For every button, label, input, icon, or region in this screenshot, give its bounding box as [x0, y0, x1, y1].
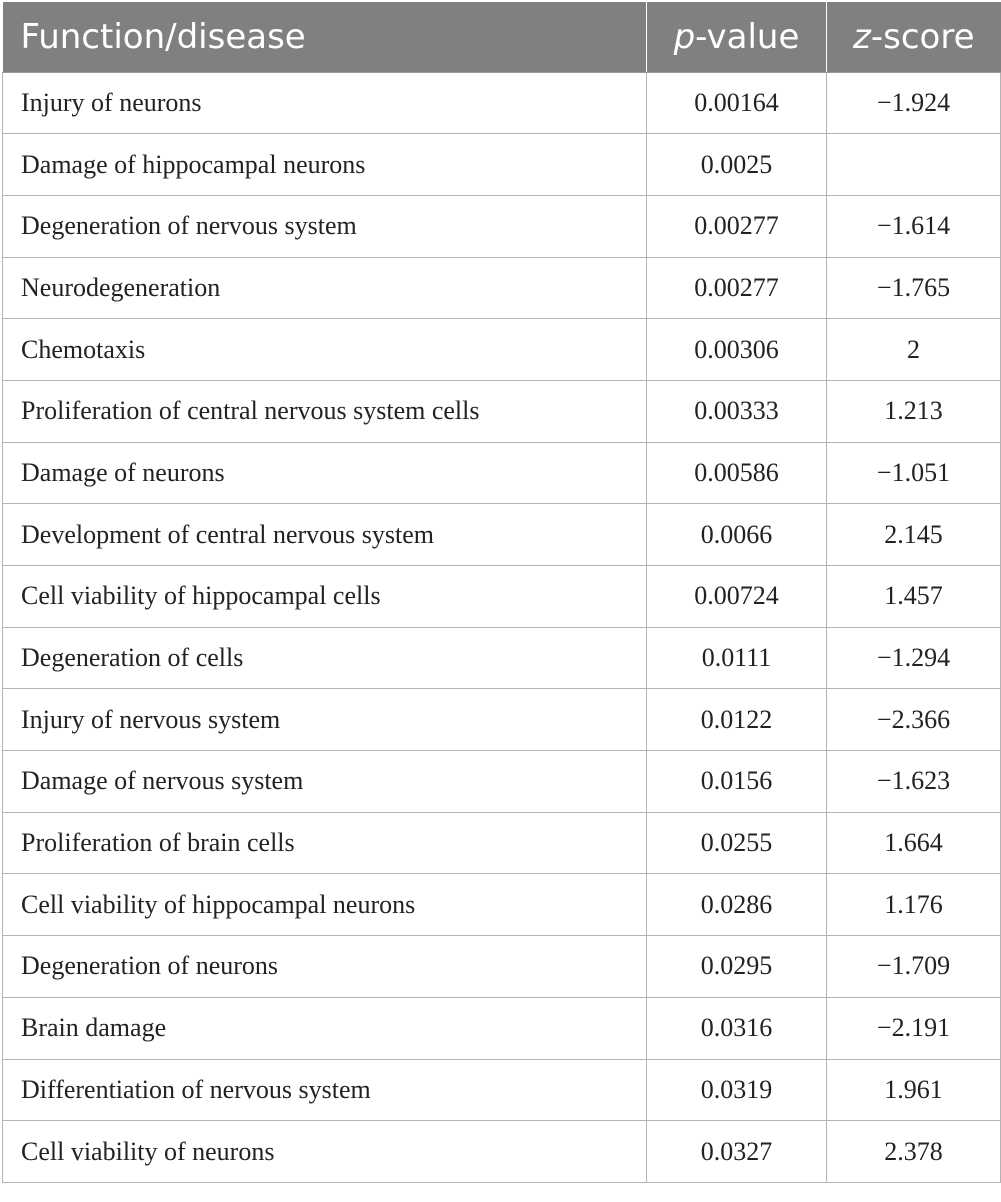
- cell-p-value: 0.00586: [647, 442, 827, 504]
- cell-z-score: −1.924: [827, 72, 1001, 134]
- cell-function: Brain damage: [3, 997, 647, 1059]
- cell-p-value: 0.0286: [647, 874, 827, 936]
- table-row: [3, 1121, 1001, 1183]
- cell-function: Cell viability of hippocampal cells: [3, 566, 647, 628]
- cell-p-value: 0.00277: [647, 195, 827, 257]
- cell-p-value: 0.00724: [647, 566, 827, 628]
- cell-p-value: 0.00277: [647, 257, 827, 319]
- cell-z-score: −1.614: [827, 195, 1001, 257]
- cell-function: Cell viability of neurons: [3, 1121, 647, 1183]
- cell-p-value: 0.0156: [647, 751, 827, 813]
- cell-function: Degeneration of neurons: [3, 936, 647, 998]
- cell-function: Development of central nervous system: [3, 504, 647, 566]
- header-z-score: [827, 2, 1001, 72]
- table-row: [3, 1059, 1001, 1121]
- header-z-suffix: -score: [870, 16, 975, 57]
- cell-function: Injury of nervous system: [3, 689, 647, 751]
- cell-z-score: 1.457: [827, 566, 1001, 628]
- cell-p-value: 0.00164: [647, 72, 827, 134]
- cell-z-score: 1.213: [827, 380, 1001, 442]
- results-table: [2, 2, 1001, 1183]
- cell-z-score: 2.378: [827, 1121, 1001, 1183]
- cell-z-score: −2.191: [827, 997, 1001, 1059]
- header-function-disease: Function/disease: [3, 2, 647, 72]
- header-p-value: [647, 2, 827, 72]
- cell-p-value: 0.0319: [647, 1059, 827, 1121]
- cell-z-score: 1.961: [827, 1059, 1001, 1121]
- cell-p-value: 0.00333: [647, 380, 827, 442]
- table-row: [3, 195, 1001, 257]
- cell-p-value: 0.0111: [647, 627, 827, 689]
- cell-z-score: 2: [827, 319, 1001, 381]
- cell-function: Proliferation of central nervous system cells: [3, 380, 647, 442]
- cell-p-value: 0.0066: [647, 504, 827, 566]
- cell-z-score: −1.294: [827, 627, 1001, 689]
- table-row: [3, 380, 1001, 442]
- table-row: [3, 72, 1001, 134]
- table-row: [3, 442, 1001, 504]
- cell-function: Degeneration of cells: [3, 627, 647, 689]
- cell-p-value: 0.00306: [647, 319, 827, 381]
- table-row: [3, 936, 1001, 998]
- table-row: [3, 874, 1001, 936]
- cell-function: Degeneration of nervous system: [3, 195, 647, 257]
- cell-function: Proliferation of brain cells: [3, 812, 647, 874]
- cell-p-value: 0.0327: [647, 1121, 827, 1183]
- table-row: [3, 319, 1001, 381]
- cell-z-score: −1.709: [827, 936, 1001, 998]
- table-row: [3, 997, 1001, 1059]
- cell-function: Differentiation of nervous system: [3, 1059, 647, 1121]
- header-p-suffix: -value: [695, 16, 800, 57]
- header-z-symbol: z: [853, 16, 871, 57]
- header-p-symbol: p: [673, 16, 696, 57]
- cell-z-score: −1.051: [827, 442, 1001, 504]
- cell-z-score: −2.366: [827, 689, 1001, 751]
- table-row: [3, 627, 1001, 689]
- cell-z-score: −1.765: [827, 257, 1001, 319]
- cell-z-score: −1.623: [827, 751, 1001, 813]
- cell-function: Damage of hippocampal neurons: [3, 134, 647, 196]
- header-row: [3, 2, 1001, 72]
- cell-p-value: 0.0025: [647, 134, 827, 196]
- cell-p-value: 0.0255: [647, 812, 827, 874]
- cell-function: Damage of neurons: [3, 442, 647, 504]
- cell-z-score: 1.176: [827, 874, 1001, 936]
- cell-function: Damage of nervous system: [3, 751, 647, 813]
- cell-p-value: 0.0295: [647, 936, 827, 998]
- table-row: [3, 751, 1001, 813]
- cell-function: Cell viability of hippocampal neurons: [3, 874, 647, 936]
- table-row: [3, 689, 1001, 751]
- cell-function: Injury of neurons: [3, 72, 647, 134]
- table-row: [3, 812, 1001, 874]
- table-row: [3, 566, 1001, 628]
- table-row: [3, 134, 1001, 196]
- cell-p-value: 0.0122: [647, 689, 827, 751]
- cell-z-score: 1.664: [827, 812, 1001, 874]
- table-row: [3, 504, 1001, 566]
- table-header: [3, 2, 1001, 72]
- cell-z-score: 2.145: [827, 504, 1001, 566]
- cell-z-score: [827, 134, 1001, 196]
- cell-function: Chemotaxis: [3, 319, 647, 381]
- cell-function: Neurodegeneration: [3, 257, 647, 319]
- table-row: [3, 257, 1001, 319]
- table-body: [3, 72, 1001, 1182]
- cell-p-value: 0.0316: [647, 997, 827, 1059]
